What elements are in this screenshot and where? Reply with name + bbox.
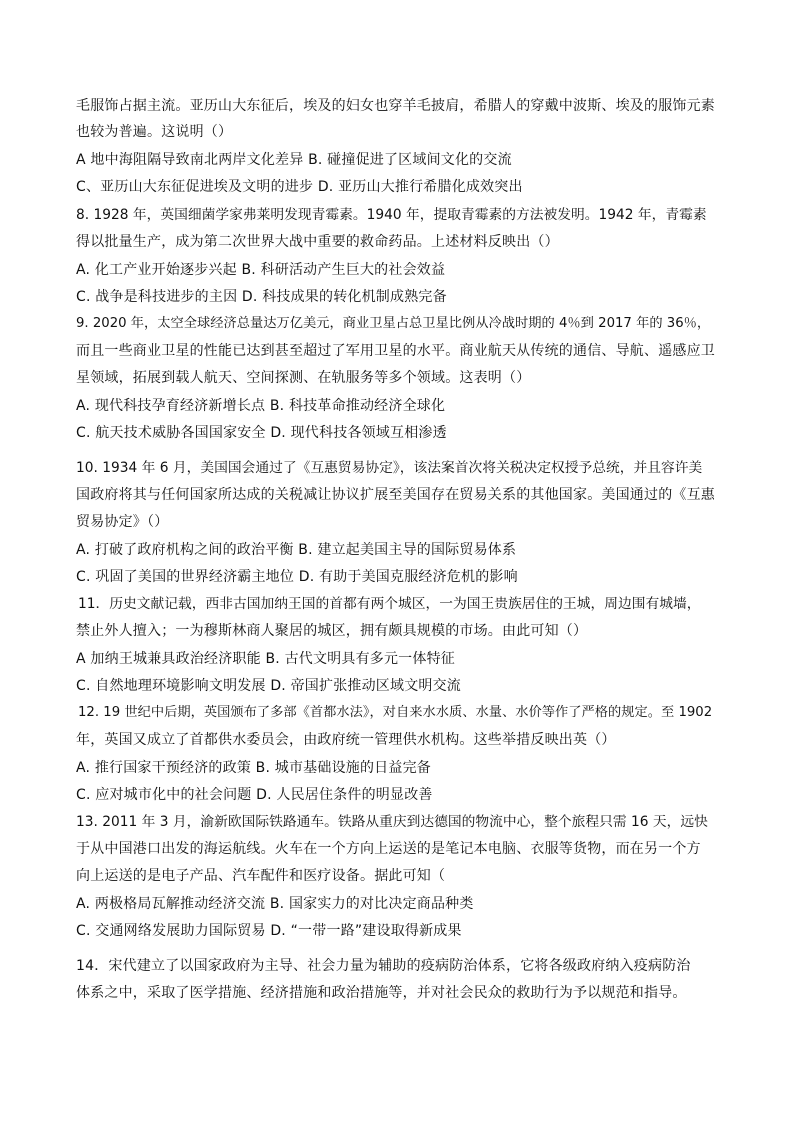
question-12: 12. 19 世纪中后期，英国颁布了多部《首都水法》，对自来水水质、水量、水价等作了严格的规定。至 1902	[78, 705, 713, 720]
answer-options: A. 推行国家干预经济的政策 B. 城市基础设施的日益完备	[76, 760, 431, 776]
text-line: 也较为普遍。这说明（）	[76, 124, 233, 140]
text-line: 向上运送的是电子产品、汽车配件和医疗设备。据此可知（	[76, 868, 446, 884]
text-line: 而且一些商业卫星的性能已达到甚至超过了军用卫星的水平。商业航天从传统的通信、导航、遥感应卫	[76, 343, 715, 359]
question-14: 14．宋代建立了以国家政府为主导、社会力量为辅助的疫病防治体系，它将各级政府纳入疫病防治	[76, 958, 691, 974]
text-line: 毛服饰占据主流。亚历山大东征后，埃及的妇女也穿羊毛披肩，希腊人的穿戴中波斯、埃及的服饰元素	[76, 98, 715, 114]
answer-options: A 加纳王城兼具政治经济职能 B. 古代文明具有多元一体特征	[76, 651, 455, 667]
answer-options: A. 现代科技孕育经济新增长点 B. 科技革命推动经济全球化	[76, 398, 446, 414]
answer-options: C. 自然地理环境影响文明发展 D. 帝国扩张推动区域文明交流	[76, 678, 462, 694]
answer-options: A 地中海阻隔导致南北两岸文化差异 B. 碰撞促进了区域间文化的交流	[76, 152, 512, 168]
question-13: 13. 2011 年 3 月，渝新欧国际铁路通车。铁路从重庆到达德国的物流中心，整个旅程只需 16 天，远快	[76, 814, 708, 830]
answer-options: C. 战争是科技进步的主因 D. 科技成果的转化机制成熟完备	[76, 289, 447, 305]
answer-options: C. 应对城市化中的社会问题 D. 人民居住条件的明显改善	[76, 787, 433, 803]
question-10: 10. 1934 年 6 月，美国国会通过了《互惠贸易协定》，该法案首次将关税决定权授予总统，并且容许美	[76, 460, 703, 476]
question-8: 8. 1928 年，英国细菌学家弗莱明发现青霉素。1940 年，提取青霉素的方法被发明。1942 年，青霉素	[76, 207, 707, 223]
text-line: 星领域，拓展到载人航天、空间探测、在轨服务等多个领域。这表明（）	[76, 370, 531, 386]
text-line: 年，英国又成立了首都供水委员会，由政府统一管理供水机构。这些举措反映出英（）	[76, 732, 616, 748]
answer-options: A. 打破了政府机构之间的政治平衡 B. 建立起美国主导的国际贸易体系	[76, 542, 517, 558]
answer-options: C. 巩固了美国的世界经济霸主地位 D. 有助于美国克服经济危机的影响	[76, 569, 518, 585]
text-line: 禁止外人擅入；一为穆斯林商人聚居的城区，拥有颇具规模的市场。由此可知（）	[76, 623, 588, 639]
answer-options: C、亚历山大东征促进埃及文明的进步 D. 亚历山大推行希腊化成效突出	[76, 179, 523, 195]
text-line: 贸易协定》（）	[76, 514, 169, 530]
text-line: 于从中国港口出发的海运航线。火车在一个方向上运送的是笔记本电脑、衣服等货物，而在另一个方	[76, 841, 701, 857]
answer-options: A. 两极格局瓦解推动经济交流 B. 国家实力的对比决定商品种类	[76, 896, 474, 912]
answer-options: A. 化工产业开始逐步兴起 B. 科研活动产生巨大的社会效益	[76, 262, 446, 278]
question-9: 9. 2020 年，太空全球经济总量达万亿美元，商业卫星占总卫星比例从冷战时期的 4％到 2017 年的 36％，	[76, 316, 711, 331]
text-line: 体系之中，采取了医学措施、经济措施和政治措施等，并对社会民众的救助行为予以规范和指导。	[76, 985, 687, 1001]
answer-options: C. 交通网络发展助力国际贸易 D. “一带一路”建设取得新成果	[76, 923, 462, 939]
question-11: 11．历史文献记载，西非古国加纳王国的首都有两个城区，一为国王贵族居住的王城，周边围有城墙，	[78, 596, 701, 612]
answer-options: C. 航天技术威胁各国国家安全 D. 现代科技各领域互相渗透	[76, 425, 447, 441]
text-line: 得以批量生产，成为第二次世界大战中重要的救命药品。上述材料反映出（）	[76, 234, 559, 250]
text-line: 国政府将其与任何国家所达成的关税减让协议扩展至美国存在贸易关系的其他国家。美国通过的《互惠	[76, 487, 715, 503]
